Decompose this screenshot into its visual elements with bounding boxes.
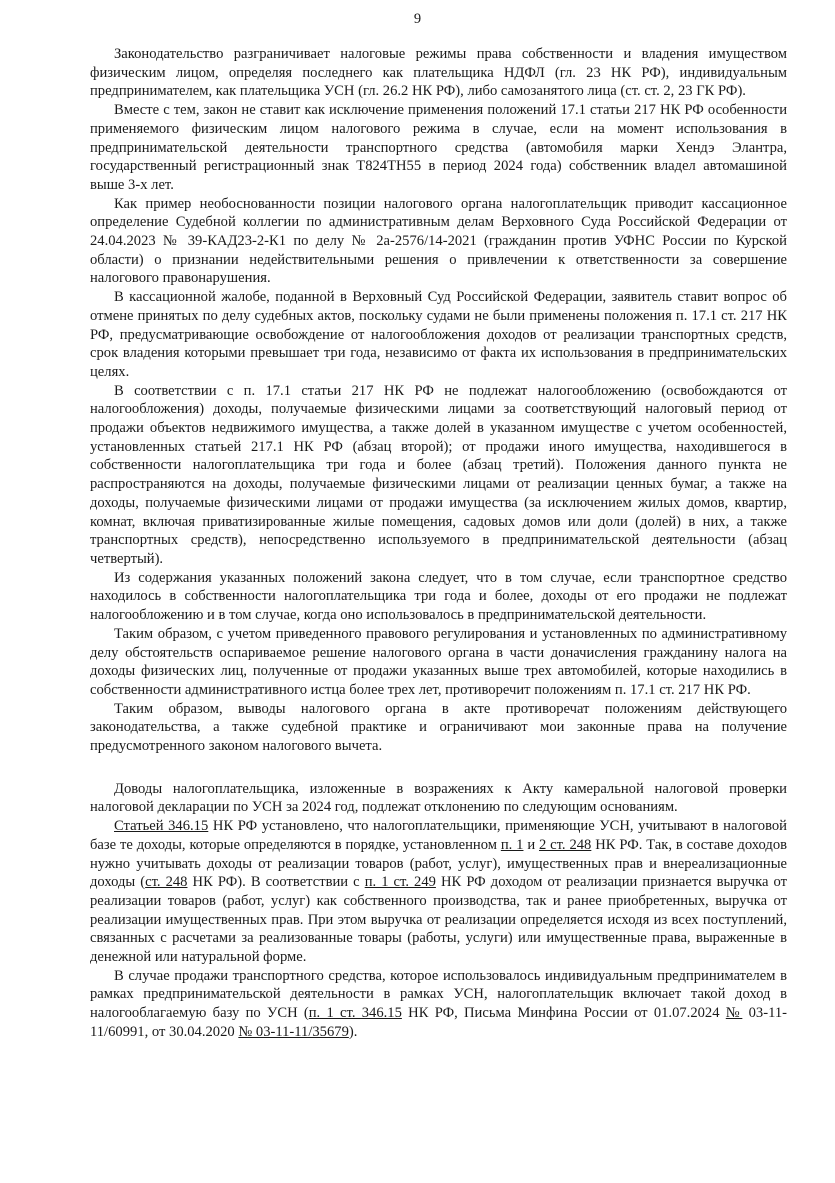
paragraph: Из содержания указанных положений закона следует, что в том случае, если транспортное средство находилось в собственности налогоплательщика три года и более, доходы от его продажи не подлежат налогообложению и в том случае, когда оно использовалось в предпринимательской деятельности. xyxy=(90,569,787,624)
text-span: НК РФ доходом от реализации признается выручка от реализации товаров (работ, услуг) как собственного производства, так и ранее приобретенных, выручка от реализации имущественных прав. При этом выручка от реализации определяется исходя из всех поступлений, связанных с расчетами за реализованные товары (работы, услуги) или имущественные права, выраженные в денежной или натуральной форме. xyxy=(90,874,787,966)
text-span: НК РФ, Письма Минфина России от 01.07.2024 xyxy=(401,1005,726,1022)
text-span: ). xyxy=(348,1023,358,1040)
text-span: и xyxy=(523,836,540,853)
paragraph: Законодательство разграничивает налоговые режимы права собственности и владения имуществом физическим лицом, определяя последнего как плательщика НДФЛ (гл. 23 НК РФ), индивидуальным предпринимателем, как плательщика УСН (гл. 26.2 НК РФ), либо самозанятого лица (ст. ст. 2, 23 ГК РФ). xyxy=(90,46,787,100)
paragraph-vehicle-sale xyxy=(90,967,787,1042)
text-span: В случае продажи транспортного средства, которое использовалось индивидуальным предпринимателем в рамках предпринимательской деятельности в рамках УСН, налогоплательщик включает такой доход в налогооблагаемую базу по УСН ( xyxy=(90,967,787,1022)
link-p1-st-249[interactable]: п. 1 ст. 249 xyxy=(364,874,436,891)
paragraph: Вместе с тем, закон не ставит как исключение применения положений 17.1 статьи 217 НК РФ особенности применяемого физическим лицом налогового режима в случае, если на момент использования в предпринимательской деятельности транспортного средства (автомобиля марки Хендэ Элантра, государственный регистрационный знак Т824ТН55 в период 2024 года) собственник владел автомашиной выше 3-х лет. xyxy=(90,102,787,193)
page-number: 9 xyxy=(413,11,422,27)
paragraph: Таким образом, выводы налогового органа в акте противоречат положениям действующего законодательства, а также судебной практике и ограничивают мои законные права на получение предусмотренного законом налогового вычета. xyxy=(90,700,787,755)
text-span: 03-11-11/60991, от 30.04.2020 xyxy=(90,1005,787,1040)
link-st-248[interactable]: ст. 248 xyxy=(145,874,188,891)
paragraph-usn-income xyxy=(90,817,787,967)
paragraph: Таким образом, с учетом приведенного правового регулирования и установленных по административному делу обстоятельств оспариваемое решение налогового органа в части доначисления гражданину налога на доходы физических лиц, полученные от продажи указанных выше трех автомобилей, которые находились в собственности административного истца более трех лет, противоречит положениям п. 17.1 ст. 217 НК РФ. xyxy=(90,625,787,698)
paragraph-intro: Доводы налогоплательщика, изложенные в возражениях к Акту камеральной налоговой проверки налоговой декларации по УСН за 2024 год, подлежат отклонению по следующим основаниям. xyxy=(90,780,787,816)
paragraph: Как пример необоснованности позиции налогового органа налогоплательщик приводит кассационное определение Судебной коллегии по административным делам Верховного Суда Российской Федерации от 24.04.2023 № 39-КАД23-2-К1 по делу № 2а-2576/14-2021 (гражданин против УФНС России по Курской области) о признании недействительными решения о привлечении к ответственности за совершение налогового правонарушения. xyxy=(90,195,787,287)
link-letter-60991[interactable]: № xyxy=(725,1005,743,1022)
document-body xyxy=(90,45,787,1042)
link-p1[interactable]: п. 1 xyxy=(500,836,524,853)
paragraph-gap xyxy=(90,756,787,780)
text-span: НК РФ). В соответствии с xyxy=(187,874,365,891)
link-2-st-248[interactable]: 2 ст. 248 xyxy=(539,836,592,853)
link-letter-35679[interactable]: № 03-11-11/35679 xyxy=(238,1023,349,1040)
paragraph: В кассационной жалобе, поданной в Верховный Суд Российской Федерации, заявитель ставит вопрос об отмене принятых по делу судебных актов, поскольку судами не были применены положения п. 17.1 ст. 217 НК РФ, предусматривающие освобождение от налогообложения доходов от реализации транспортных средств, срок владения которыми превышает три года, независимо от факта их использования в предпринимательских целях. xyxy=(90,289,787,380)
text-span: НК РФ. Так, в составе доходов нужно учитывать доходы от реализации товаров (работ, услуг), имущественных прав и внереализационные доходы ( xyxy=(90,836,788,891)
link-article-346-15[interactable]: Статьей 346.15 xyxy=(114,818,209,835)
text-span: НК РФ установлено, что налогоплательщики, применяющие УСН, учитывают в налоговой базе те доходы, которые определяются в порядке, установленном xyxy=(90,818,787,853)
paragraph: В соответствии с п. 17.1 статьи 217 НК РФ не подлежат налогообложению (освобождаются от налогообложения) доходы, получаемые физическими лицами за соответствующий налоговый период от продажи объектов недвижимого имущества, а также долей в указанном имуществе с учетом особенностей, установленных статьей 217.1 НК РФ (абзац второй); от продажи иного имущества, находившегося в собственности налогоплательщика три года и более (абзац третий). Положения данного пункта не распространяются на доходы, получаемые физическими лицами от реализации ценных бумаг, а также на доходы, получаемые физическими лицами от продажи имущества (за исключением жилых домов, квартир, комнат, включая приватизированные жилые помещения, садовых домов или доли (долей) в них, а также транспортных средств), непосредственно используемого в предпринимательской деятельности (абзац четвертый). xyxy=(90,382,787,567)
link-p1-st-346-15[interactable]: п. 1 ст. 346.15 xyxy=(308,1005,402,1022)
